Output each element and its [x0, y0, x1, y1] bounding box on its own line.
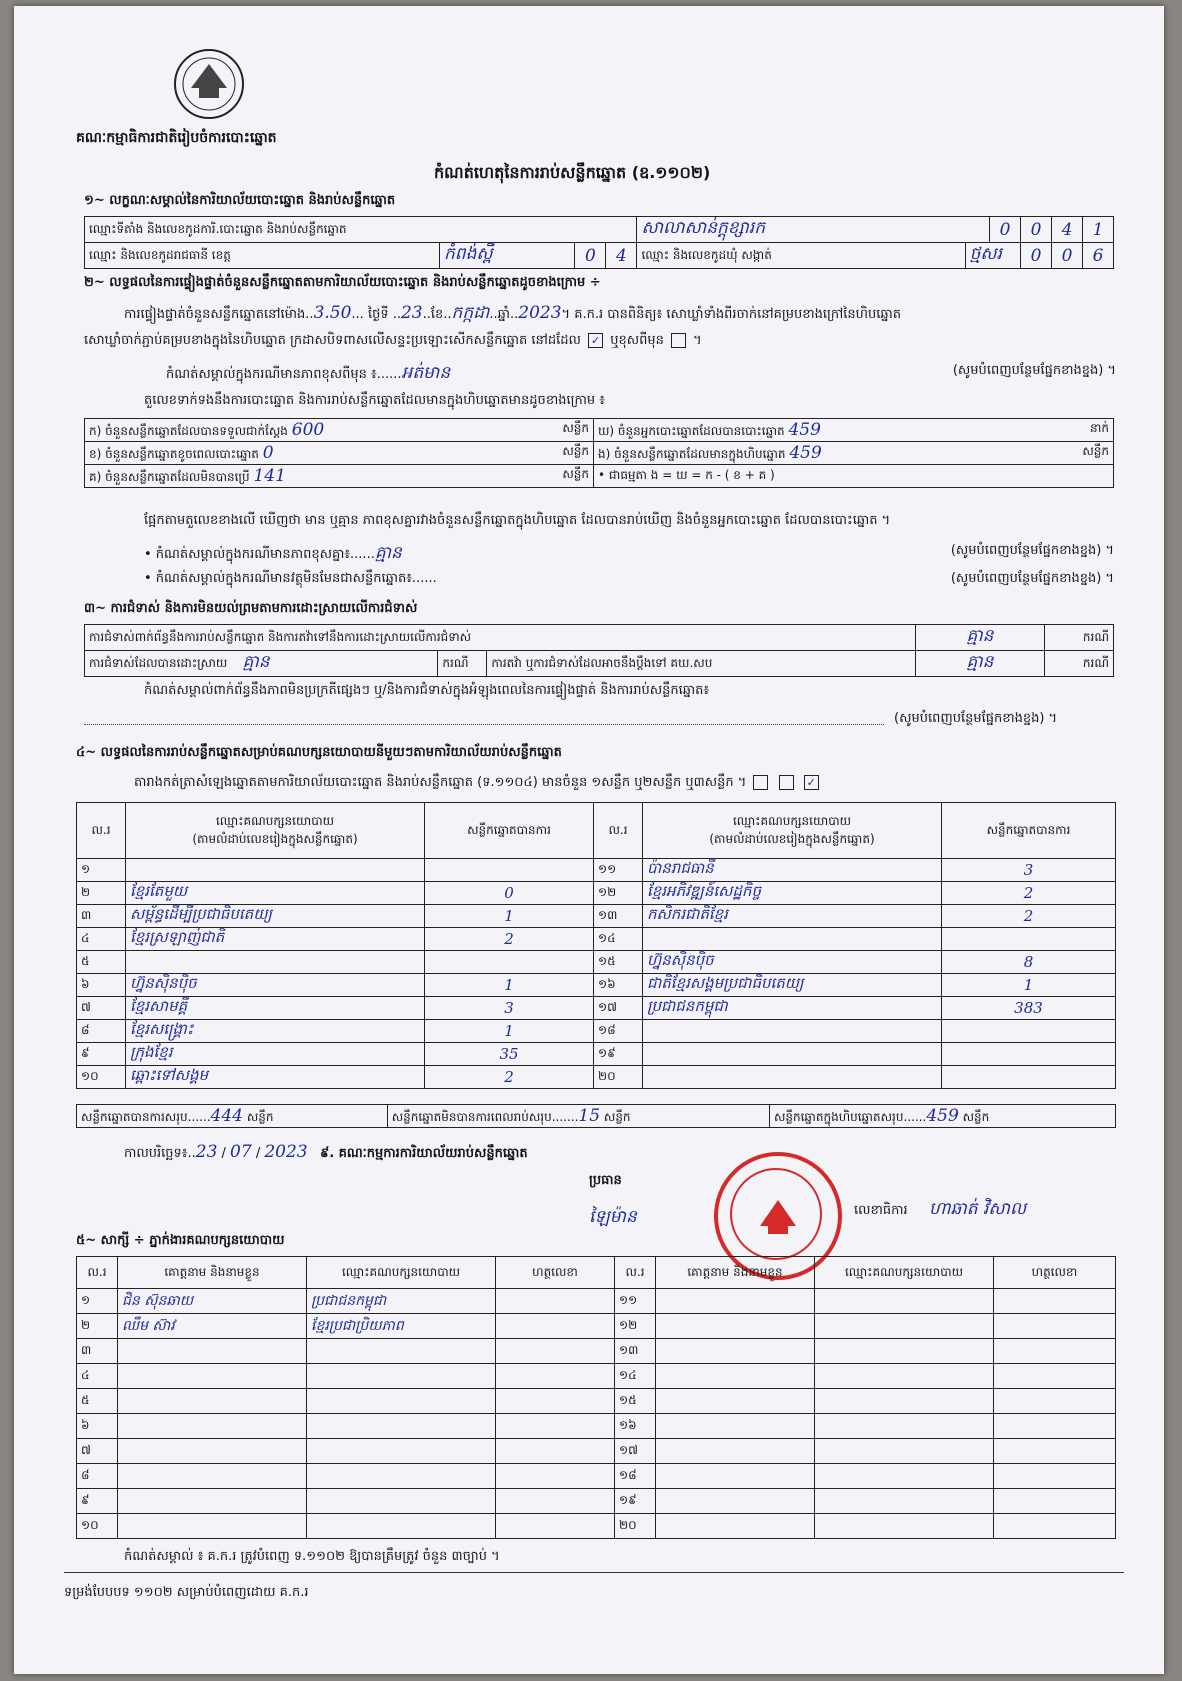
witness-party: ខ្មែរប្រជាប្រិយភាព — [311, 1317, 404, 1334]
party-votes: 2 — [504, 930, 514, 948]
party-votes: 2 — [1023, 884, 1034, 902]
table-row — [77, 997, 1116, 1020]
commune-value: ថ្មសរ — [969, 244, 1002, 264]
table-row — [77, 1414, 1116, 1439]
party-votes: 3 — [504, 999, 514, 1017]
objections-row1-label: ការជំទាស់ពាក់ព័ន្ធនឹងការរាប់សន្លឹកឆ្នោត និងការតវ៉ាទៅនឹងការដោះស្រាយលើការជំទាស់ — [85, 625, 916, 651]
witness-name: ជិន ស៊ុនឆាយ — [122, 1292, 194, 1309]
row-number: ១០ — [81, 1518, 99, 1532]
table-row — [77, 859, 1116, 882]
row-number: ១៦ — [598, 977, 616, 991]
row-number: ៥ — [81, 954, 90, 968]
row-number: ១២ — [598, 885, 617, 899]
row-number: ៥ — [81, 1393, 90, 1407]
table-row — [77, 905, 1116, 928]
commune-code-digit: 6 — [1083, 243, 1114, 269]
section4-title: ៤~ លទ្ធផលនៃការរាប់សន្លឹកឆ្នោតសម្រាប់គណបក្សនយោបាយនីមួយៗតាមការិយាល័យរាប់សន្លឹកឆ្នោត — [76, 745, 562, 760]
table-row — [77, 1514, 1116, 1539]
row-number: ១២ — [619, 1318, 638, 1332]
appeal-label: ការតវ៉ា ឬការជំទាស់ដែលអាចនឹងប្តឹងទៅ គឃ.សប — [487, 651, 916, 677]
chair-label: ប្រធាន — [589, 1173, 622, 1188]
footnote: កំណត់សម្គាល់ ៖ គ.ក.រ ត្រូវបំពេញ ទ.១១០២ ឱ្យបានត្រឹមត្រូវ ចំនួន ៣ច្បាប់ ។ — [124, 1549, 500, 1564]
row-number: ២០ — [619, 1518, 637, 1532]
row-number: ១៤ — [598, 931, 616, 945]
party-name: ខ្មែរសង្គ្រោះ — [130, 1020, 194, 1038]
ballot-figures-table: ក) ចំនួនសន្លឹកឆ្នោតដែលបានទទួលជាក់ស្តែង 600 សន្លឹក ឃ) ចំនួនអ្នកបោះឆ្នោតដែលបានបោះឆ្នោត 459 នាក់ ខ) ចំនួនសន្លឹកឆ្នោតខូចពេលបោះឆ្នោត 0 សន្លឹក ង) ចំនួនសន្លឹកឆ្នោតដែលមានក្នុងហិបឆ្នោត 459 សន្លឹក គ) ចំនួនសន្លឹកឆ្នោតដែលមិនបានប្រើ 141 សន្លឹក • ជាធម្មតា ង = ឃ = ក - ( ខ + គ ) — [84, 418, 1114, 488]
party-votes: 35 — [499, 1045, 519, 1063]
form-code: ទម្រង់បែបបទ ១១០២ សម្រាប់បំពេញដោយ គ.ក.រ — [64, 1585, 309, 1600]
section1-title: ១~ លក្ខណៈសម្គាល់នៃការិយាល័យបោះឆ្នោត និងរាប់សន្លឹកឆ្នោត — [84, 193, 396, 208]
commission-name: គណៈកម្មាធិការជាតិរៀបចំការបោះឆ្នោត — [76, 130, 277, 146]
table-row — [77, 1464, 1116, 1489]
party-votes: 1 — [1023, 976, 1034, 994]
section3-title: ៣~ ការជំទាស់ និងការមិនយល់ព្រមតាមការដោះស្រាយលើការជំទាស់ — [84, 601, 418, 616]
note-fill-line — [84, 724, 884, 725]
spoiled-ballots-value: 0 — [262, 442, 274, 463]
row-number: ១៧ — [619, 1443, 638, 1457]
table-row — [77, 1339, 1116, 1364]
irregularity-fill-hint: (សូមបំពេញបន្ថែមផ្នែកខាងខ្នង) ។ — [894, 711, 1058, 726]
row-number: ៣ — [81, 1343, 92, 1357]
party-votes: 383 — [1014, 999, 1043, 1017]
row-number: ៦ — [81, 1418, 90, 1432]
row-number: ១១ — [598, 862, 617, 876]
form-sheet — [14, 6, 1164, 1674]
date-month: 07 — [230, 1142, 252, 1162]
party-votes: 1 — [504, 1022, 514, 1040]
date-year: 2023 — [264, 1142, 308, 1162]
row-number: ២ — [81, 885, 91, 899]
row-number: ១៨ — [619, 1468, 637, 1482]
table-row — [77, 974, 1116, 997]
row-number: ១៦ — [619, 1418, 637, 1432]
party-name: ជាតិខ្មែរសង្គមប្រជាធិបតេយ្យ — [647, 974, 804, 992]
table-row — [77, 1043, 1116, 1066]
figures-intro: តួលេខទាក់ទងនឹងការបោះឆ្នោត និងការរាប់សន្លឹកឆ្នោតដែលមានក្នុងហិបឆ្នោតមានដូចខាងក្រោម ៖ — [144, 393, 605, 408]
verification-line: ការផ្ទៀងផ្ទាត់ចំនួនសន្លឹកឆ្នោតនៅម៉ោង..3.50... ថ្ងៃទី ..23..ខែ..កក្កដា..ឆ្នាំ..2023។ គ.ក.រ បានពិនិត្យ៖ សោឃ្លាំទាំងពីរចាក់នៅគម្របខាងក្រៅនៃហិបឆ្នោត — [124, 303, 902, 323]
unused-ballots-value: 141 — [253, 465, 286, 486]
province-code-digit: 4 — [606, 243, 637, 269]
difference-note-value: អត់មាន — [401, 363, 451, 383]
total-valid-value: 444 — [210, 1105, 243, 1126]
row-number: ១៣ — [619, 1343, 639, 1357]
table-row — [77, 1364, 1116, 1389]
same-checkbox[interactable]: ✓ — [588, 333, 603, 348]
party-votes: 2 — [1023, 907, 1034, 925]
table-row — [77, 1314, 1116, 1339]
station-value: សាលាសាន់ក្តុខ្សារក — [641, 218, 765, 238]
party-votes: 1 — [504, 976, 514, 994]
comparison-line: ផ្អែកតាមតួលេខខាងលើ ឃើញថា មាន ឬគ្មាន ភាពខុសគ្នារវាងចំនួនសន្លឹកឆ្នោតក្នុងហិបឆ្នោត ដែលបានរាប់ឃើញ និងចំនួនអ្នកបោះឆ្នោត ដែលបានបោះឆ្នោត ។ — [144, 513, 891, 528]
objections-table: ការជំទាស់ពាក់ព័ន្ធនឹងការរាប់សន្លឹកឆ្នោត និងការតវ៉ាទៅនឹងការដោះស្រាយលើការជំទាស់ គ្មាន ករណី ការជំទាស់ដែលបានដោះស្រាយ គ្មាន ករណី ការតវ៉ា ឬការជំទាស់ដែលអាចនឹងប្តឹងទៅ គឃ.សប គ្មាន ករណី — [84, 624, 1114, 677]
row-number: ១៨ — [598, 1023, 616, 1037]
row-number: ១៩ — [619, 1493, 637, 1507]
footer-divider — [64, 1572, 1124, 1573]
province-value: កំពង់ស្ពឺ — [443, 244, 493, 264]
witness-name: ឈឹម ស៊ាវ — [122, 1317, 175, 1334]
table-row — [77, 1066, 1116, 1089]
totals-table: សន្លឹកឆ្នោតបានការសរុប......444 សន្លឹក សន្លឹកឆ្នោតមិនបានការពេលរាប់សរុប.......15 សន្លឹក សន្លឹកឆ្នោតក្នុងហិបឆ្នោតសរុប......459 សន្លឹក — [76, 1104, 1116, 1128]
tally-2-sheet-checkbox[interactable] — [779, 775, 794, 790]
row-number: ២ — [81, 1318, 91, 1332]
tally-3-sheet-checkbox[interactable]: ✓ — [804, 775, 819, 790]
witness-party: ប្រជាជនកម្ពុជា — [311, 1292, 387, 1309]
total-in-box-value: 459 — [926, 1105, 959, 1126]
date-day: 23 — [195, 1142, 218, 1162]
party-name: ខ្មែរស្រឡាញ់ជាតិ — [130, 928, 225, 946]
different-checkbox[interactable] — [671, 333, 686, 348]
station-id-table — [84, 216, 1114, 269]
party-results-table: ល.រ ឈ្មោះគណបក្សនយោបាយ (តាមលំដាប់លេខរៀងក្នុងសន្លឹកឆ្នោត) សន្លឹកឆ្នោតបានការ ល.រ ឈ្មោះគណបក្សនយោបាយ (តាមលំដាប់លេខរៀងក្នុងសន្លឹកឆ្នោត) សន្លឹកឆ្នោតបានការ ១ ១១ ប៉ានរាជធានី 3 ២ ខ្មែរតែមួយ 0 ១២ ខ្មែរអភិវឌ្ឍន៍សេដ្ឋកិច្ច 2 ៣ សម្ព័ន្ធដើម្បីប្រជាធិបតេយ្យ 1 ១៣ កសិករជាតិខ្មែរ 2 ៤ ខ្មែរស្រឡាញ់ជាតិ 2 ១៤ ៥ ១៥ ហ្វ៊ុនស៊ិនប៉ិច 8 ៦ ហ្វ៊ុនស៊ិនប៉ិច 1 ១៦ ជាតិខ្មែរសង្គមប្រជាធិបតេយ្យ 1 ៧ ខ្មែរសាមគ្គី 3 ១៧ ប្រជាជនកម្ពុជា 383 ៨ ខ្មែរសង្គ្រោះ 1 ១៨ ៩ ក្រុងខ្មែរ 35 ១៩ ១០ ឆ្ពោះទៅសង្គម 2 ២០ — [76, 802, 1116, 1089]
party-name: ខ្មែរអភិវឌ្ឍន៍សេដ្ឋកិច្ច — [647, 882, 761, 900]
party-name: សម្ព័ន្ធដើម្បីប្រជាធិបតេយ្យ — [130, 905, 272, 923]
received-ballots-value: 600 — [291, 419, 325, 440]
party-name: ហ្វ៊ុនស៊ិនប៉ិច — [130, 974, 197, 992]
party-votes: 0 — [504, 884, 514, 902]
station-code-digit: 4 — [1052, 217, 1083, 243]
party-votes: 2 — [504, 1068, 514, 1086]
table-row — [77, 1020, 1116, 1043]
tally-sheet-line: តារាងកត់ត្រាសំឡេងឆ្នោតតាមការិយាល័យបោះឆ្នោត និងរាប់សន្លឹកឆ្នោត (ទ.១១០៤) មានចំនួន ១សន្លឹក ឬ២សន្លឹក ឬ៣សន្លឹក ។ ✓ — [134, 774, 822, 793]
row-number: ៤ — [81, 1368, 90, 1382]
row-number: ៩ — [81, 1046, 90, 1060]
tally-1-sheet-checkbox[interactable] — [753, 775, 768, 790]
party-name: ឆ្ពោះទៅសង្គម — [130, 1066, 209, 1084]
formula-note: • ជាធម្មតា ង = ឃ = ក - ( ខ + គ ) — [594, 465, 1114, 488]
foreign-object-note-line: • កំណត់សម្គាល់ក្នុងករណីមានវត្ថុមិនមែនជាសន្លឹកឆ្នោត៖...... (សូមបំពេញបន្ថែមផ្នែកខាងខ្នង) ។ — [144, 571, 1114, 586]
table-row — [77, 928, 1116, 951]
row-number: ១៤ — [619, 1368, 637, 1382]
party-name: ខ្មែរសាមគ្គី — [130, 997, 188, 1015]
party-name: កសិករជាតិខ្មែរ — [647, 905, 728, 923]
row-number: ១៥ — [619, 1393, 637, 1407]
month-value: កក្កដា — [451, 303, 490, 323]
chair-signature: ឡៃម៉ាន — [589, 1207, 637, 1227]
form-title: កំណត់ហេតុនៃការរាប់សន្លឹកឆ្នោត (ឧ.១១០២) — [434, 163, 711, 182]
table-row — [77, 1289, 1116, 1314]
appeal-value: គ្មាន — [966, 652, 994, 672]
row-number: ១ — [81, 862, 91, 876]
day-value: 23 — [400, 303, 423, 323]
station-label: ឈ្មោះទីតាំង និងលេខកូដការិ.បោះឆ្នោត និងរាប់សន្លឹកឆ្នោត — [85, 217, 637, 243]
resolved-objections-value: គ្មាន — [242, 652, 270, 672]
row-number: ៨ — [81, 1468, 90, 1482]
total-invalid-value: 15 — [578, 1105, 601, 1126]
secretary-label: លេខាធិការ — [854, 1203, 908, 1218]
secretary-signature: ហាឆាត់ វិសាល — [929, 1199, 1027, 1219]
row-number: ៧ — [81, 1443, 91, 1457]
party-name: ហ្វ៊ុនស៊ិនប៉ិច — [647, 951, 714, 969]
party-name: ប្រជាជនកម្ពុជា — [647, 997, 728, 1015]
commune-label: ឈ្មោះ និងលេខកូដឃុំ សង្កាត់ — [637, 243, 965, 269]
party-votes: 8 — [1023, 953, 1034, 971]
row-number: ៧ — [81, 1000, 91, 1014]
difference-note-line: កំណត់សម្គាល់ក្នុងករណីមានភាពខុសពីមុន ៖......អត់មាន (សូមបំពេញបន្ថែមផ្នែកខាងខ្នង) ។ — [166, 363, 1116, 383]
party-name: ក្រុងខ្មែរ — [130, 1043, 173, 1061]
section2-title: ២~ លទ្ធផលនៃការផ្ទៀងផ្ទាត់ចំនួនសន្លឹកឆ្នោតតាមការិយាល័យបោះឆ្នោត និងរាប់សន្លឹកឆ្នោតដូចខាងក្រោម ÷ — [84, 275, 601, 290]
ballots-in-box-value: 459 — [789, 442, 822, 463]
time-value: 3.50 — [313, 303, 352, 323]
objections-row1-value: គ្មាន — [966, 626, 994, 646]
row-number: ៨ — [81, 1023, 90, 1037]
party-votes: 3 — [1023, 861, 1034, 879]
row-number: ១០ — [81, 1069, 99, 1083]
row-number: ១១ — [619, 1293, 638, 1307]
date-line: កាលបរិច្ឆេទ៖..23 / 07 / 2023 ៩. គណៈកម្មការការិយាល័យរាប់សន្លឹកឆ្នោត — [124, 1142, 528, 1162]
table-row — [77, 882, 1116, 905]
row-number: ១៩ — [598, 1046, 616, 1060]
row-number: ៤ — [81, 931, 90, 945]
party-name: ខ្មែរតែមួយ — [130, 882, 188, 900]
row-number: ៦ — [81, 977, 90, 991]
party-name: ប៉ានរាជធានី — [647, 859, 714, 877]
row-number: ៣ — [81, 908, 92, 922]
province-code-digit: 0 — [575, 243, 606, 269]
year-value: 2023 — [518, 303, 562, 323]
voters-count-value: 459 — [788, 419, 821, 440]
commune-code-digit: 0 — [1052, 243, 1083, 269]
table-row — [77, 1489, 1116, 1514]
table-row — [77, 951, 1116, 974]
table-row — [77, 1439, 1116, 1464]
party-votes: 1 — [504, 907, 514, 925]
witness-table: ល.រ គោត្តនាម និងនាមខ្លួន ឈ្មោះគណបក្សនយោបាយ ហត្ថលេខា ល.រ គោត្តនាម និងនាមខ្លួន ឈ្មោះគណបក្សនយោបាយ ហត្ថលេខា ១ ជិន ស៊ុនឆាយ ប្រជាជនកម្ពុជា ១១ ២ ឈឹម ស៊ាវ ខ្មែរប្រជាប្រិយភាព ១២ ៣ ១៣ ៤ ១៤ ៥ ១៥ ៦ ១៦ ៧ ១៧ ៨ ១៨ ៩ ១៩ ១០ ២០ — [76, 1256, 1116, 1539]
row-number: ១៥ — [598, 954, 616, 968]
province-label: ឈ្មោះ និងលេខកូដរាជធានី ខេត្ត — [85, 243, 440, 269]
row-number: ២០ — [598, 1069, 616, 1083]
section5-title: ៥~ សាក្សី ÷ ភ្នាក់ងារគណបក្សនយោបាយ — [76, 1233, 285, 1248]
nec-emblem-logo — [169, 44, 249, 124]
seal-check-line: សោឃ្លាំចាក់ភ្ជាប់គម្របខាងក្នុងនៃហិបឆ្នោត ក្រដាសបិទពាសលើសន្ទះប្រឡោះសើកសន្លឹកឆ្នោត នៅដដែល ✓ ឬខុសពីមុន ។ — [84, 333, 702, 348]
station-code-digit: 1 — [1083, 217, 1114, 243]
row-number: ១៧ — [598, 1000, 617, 1014]
row-number: ៩ — [81, 1493, 90, 1507]
discrepancy-note-line: • កំណត់សម្គាល់ក្នុងករណីមានភាពខុសគ្នា៖......គ្មាន (សូមបំពេញបន្ថែមផ្នែកខាងខ្នង) ។ — [144, 543, 1114, 563]
row-number: ១ — [81, 1293, 91, 1307]
station-code-digit: 0 — [990, 217, 1021, 243]
table-row — [77, 1389, 1116, 1414]
irregularity-note-line: កំណត់សម្គាល់ពាក់ព័ន្ធនឹងភាពមិនប្រក្រតីផ្សេងៗ ឬ/និងការជំទាស់ក្នុងអំឡុងពេលនៃការផ្ទៀងផ្ទាត់ និងការរាប់សន្លឹកឆ្នោត៖ — [144, 683, 710, 698]
commune-code-digit: 0 — [1021, 243, 1052, 269]
row-number: ១៣ — [598, 908, 618, 922]
station-code-digit: 0 — [1021, 217, 1052, 243]
discrepancy-note-value: គ្មាន — [374, 543, 402, 563]
